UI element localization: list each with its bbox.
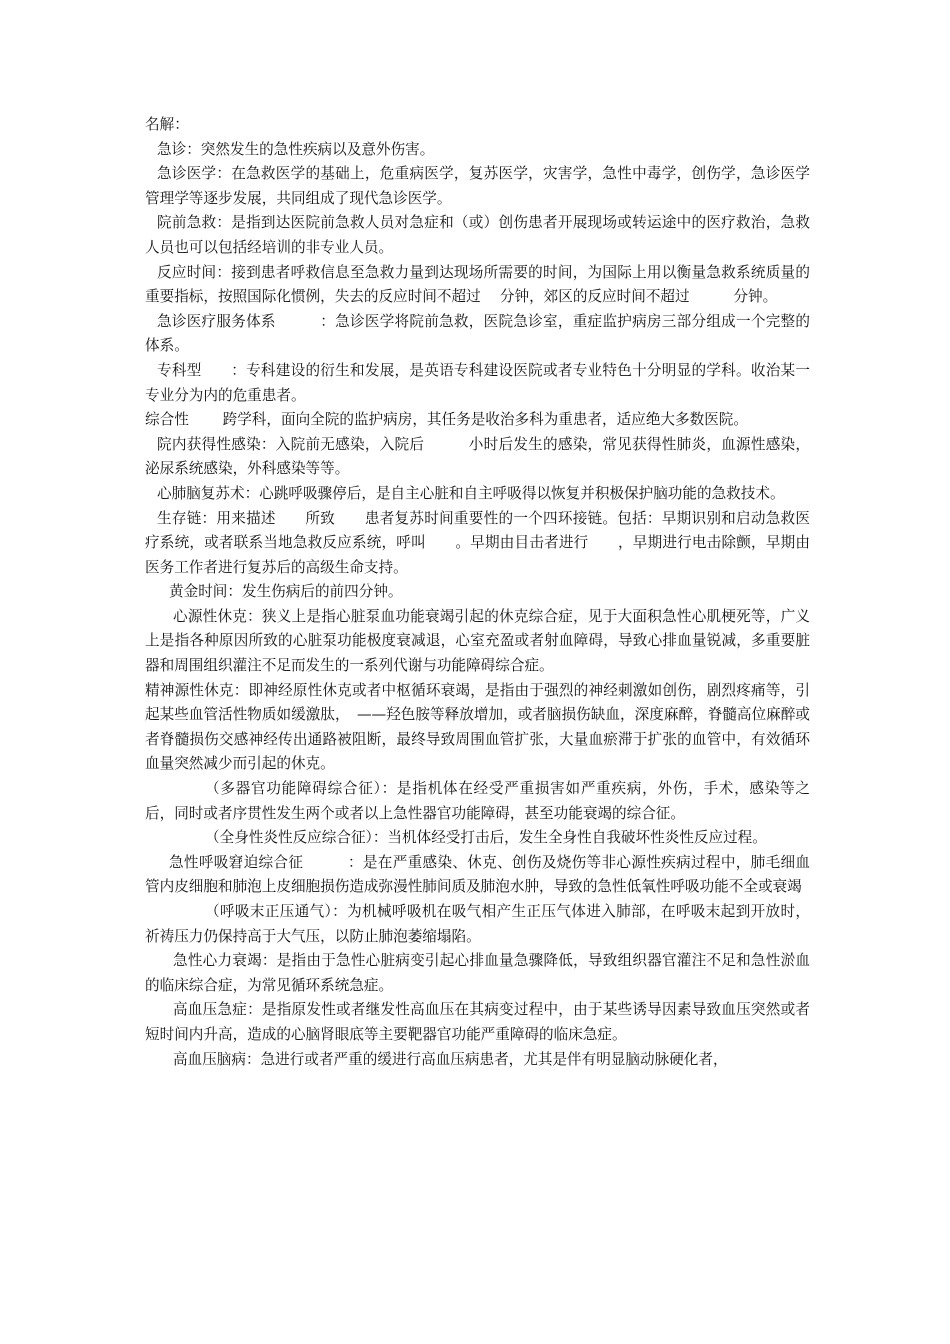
section-heading: 名解：	[145, 116, 189, 133]
term-gaoxueya-naobing: 高血压脑病：急进行或者严重的缓进行高血压病患者，尤其是伴有明显脑动脉硬化者，	[173, 1050, 728, 1068]
term-sirs: （全身性炎性反应综合征）：当机体经受打击后，发生全身性自我破坏性炎性反应过程。	[205, 829, 767, 847]
term-jizhen-yixue: 急诊医学：在急救医学的基础上，危重病医学，复苏医学，灾害学，急性中毒学，创伤学，急诊医学管理学等逐步发展，共同组成了现代急诊医学。	[145, 165, 810, 207]
term-jizhen-yiliao-fuwu-tixi: 急诊医疗服务体系 ：急诊医学将院前急救，医院急诊室，重症监护病房三部分组成一个完整的体系。	[145, 312, 810, 355]
term-jixing-xinli-shuaijie: 急性心力衰竭：是指由于急性心脏病变引起心排血量急骤降低，导致组织器官灌注不足和急性淤血的临床综合症，为常见循环系统急症。	[145, 952, 810, 994]
term-xinfeinao-fusu: 心肺脑复苏术：心跳呼吸骤停后，是自主心脏和自主呼吸得以恢复并积极保护脑功能的急救技术。	[157, 484, 785, 502]
term-yuannei-ganran: 院内获得性感染：入院前无感染，入院后 小时后发生的感染，常见获得性肺炎，血源性感染，泌尿系统感染，外科感染等等。	[145, 435, 810, 478]
term-xinyuanxing-xiuke: 心源性休克：狭义上是指心脏泵血功能衰竭引起的休克综合症，见于大面积急性心肌梗死等，广义上是指各种原因所致的心脏泵功能极度衰减退，心室充盈或者射血障碍，导致心排血量锐减，多重要脏器和周围组织灌注不足而发生的一系列代谢与功能障碍综合症。	[145, 607, 810, 675]
term-gaoxueya-jizheng: 高血压急症：是指原发性或者继发性高血压在其病变过程中，由于某些诱导因素导致血压突然或者短时间内升高，造成的心脑肾眼底等主要靶器官功能严重障碍的临床急症。	[145, 1001, 810, 1043]
term-shengcun-lian: 生存链：用来描述 所致 患者复苏时间重要性的一个四环接链。包括：早期识别和启动急救医疗系统，或者联系当地急救反应系统，呼叫 。早期由目击者进行 ，早期进行电击除颤，早期由医务工作者进行复苏后的高级生命支持。	[145, 509, 810, 576]
document-body	[145, 113, 810, 1072]
term-ards: 急性呼吸窘迫综合征 ：是在严重感染、休克、创伤及烧伤等非心源性疾病过程中，肺毛细血管内皮细胞和肺泡上皮细胞损伤造成弥漫性肺间质及肺泡水肿，导致的急性低氧性呼吸功能不全或衰竭	[145, 853, 810, 896]
term-peep: （呼吸末正压通气）：为机械呼吸机在吸气相产生正压气体进入肺部，在呼吸末起到开放时，祈祷压力仍保持高于大气压，以防止肺泡萎缩塌陷。	[145, 903, 810, 945]
term-jingshenyuanxing-xiuke: 精神源性休克：即神经原性休克或者中枢循环衰竭，是指由于强烈的神经刺激如创伤，剧烈疼痛等，引起某些血管活性物质如缓激肽， ——羟色胺等释放增加，或者脑损伤缺血，深度麻醉，脊髓高位麻醉或者脊髓损伤交感神经传出通路被阻断，最终导致周围血管扩张，大量血瘀滞于扩张的血管中，有效循环血量突然减少而引起的休克。	[145, 681, 810, 773]
term-zongxingxing: 综合性 跨学科，面向全院的监护病房，其任务是收治多科为重患者，适应绝大多数医院。	[145, 411, 748, 429]
term-mods: （多器官功能障碍综合征）：是指机体在经受严重损害如严重疾病，外伤，手术，感染等之后，同时或者序贯性发生两个或者以上急性器官功能障碍，甚至功能衰竭的综合征。	[145, 780, 810, 822]
term-jizhen: 急诊：突然发生的急性疾病以及意外伤害。	[157, 140, 435, 158]
term-yuanqian-jijiu: 院前急救：是指到达医院前急救人员对急症和（或）创伤患者开展现场或转运途中的医疗救治，急救人员也可以包括经培训的非专业人员。	[145, 214, 810, 256]
term-zhuankexing: 专科型 ：专科建设的衍生和发展，是英语专科建设医院或者专业特色十分明显的学科。收治某一专业分为内的危重患者。	[145, 361, 810, 404]
term-huangjin-shijian: 黄金时间：发生伤病后的前四分钟。	[169, 583, 403, 601]
term-fanying-shijian: 反应时间：接到患者呼救信息至急救力量到达现场所需要的时间，为国际上用以衡量急救系统质量的重要指标，按照国际化惯例，失去的反应时间不超过 分钟，郊区的反应时间不超过 分钟。	[145, 263, 810, 306]
